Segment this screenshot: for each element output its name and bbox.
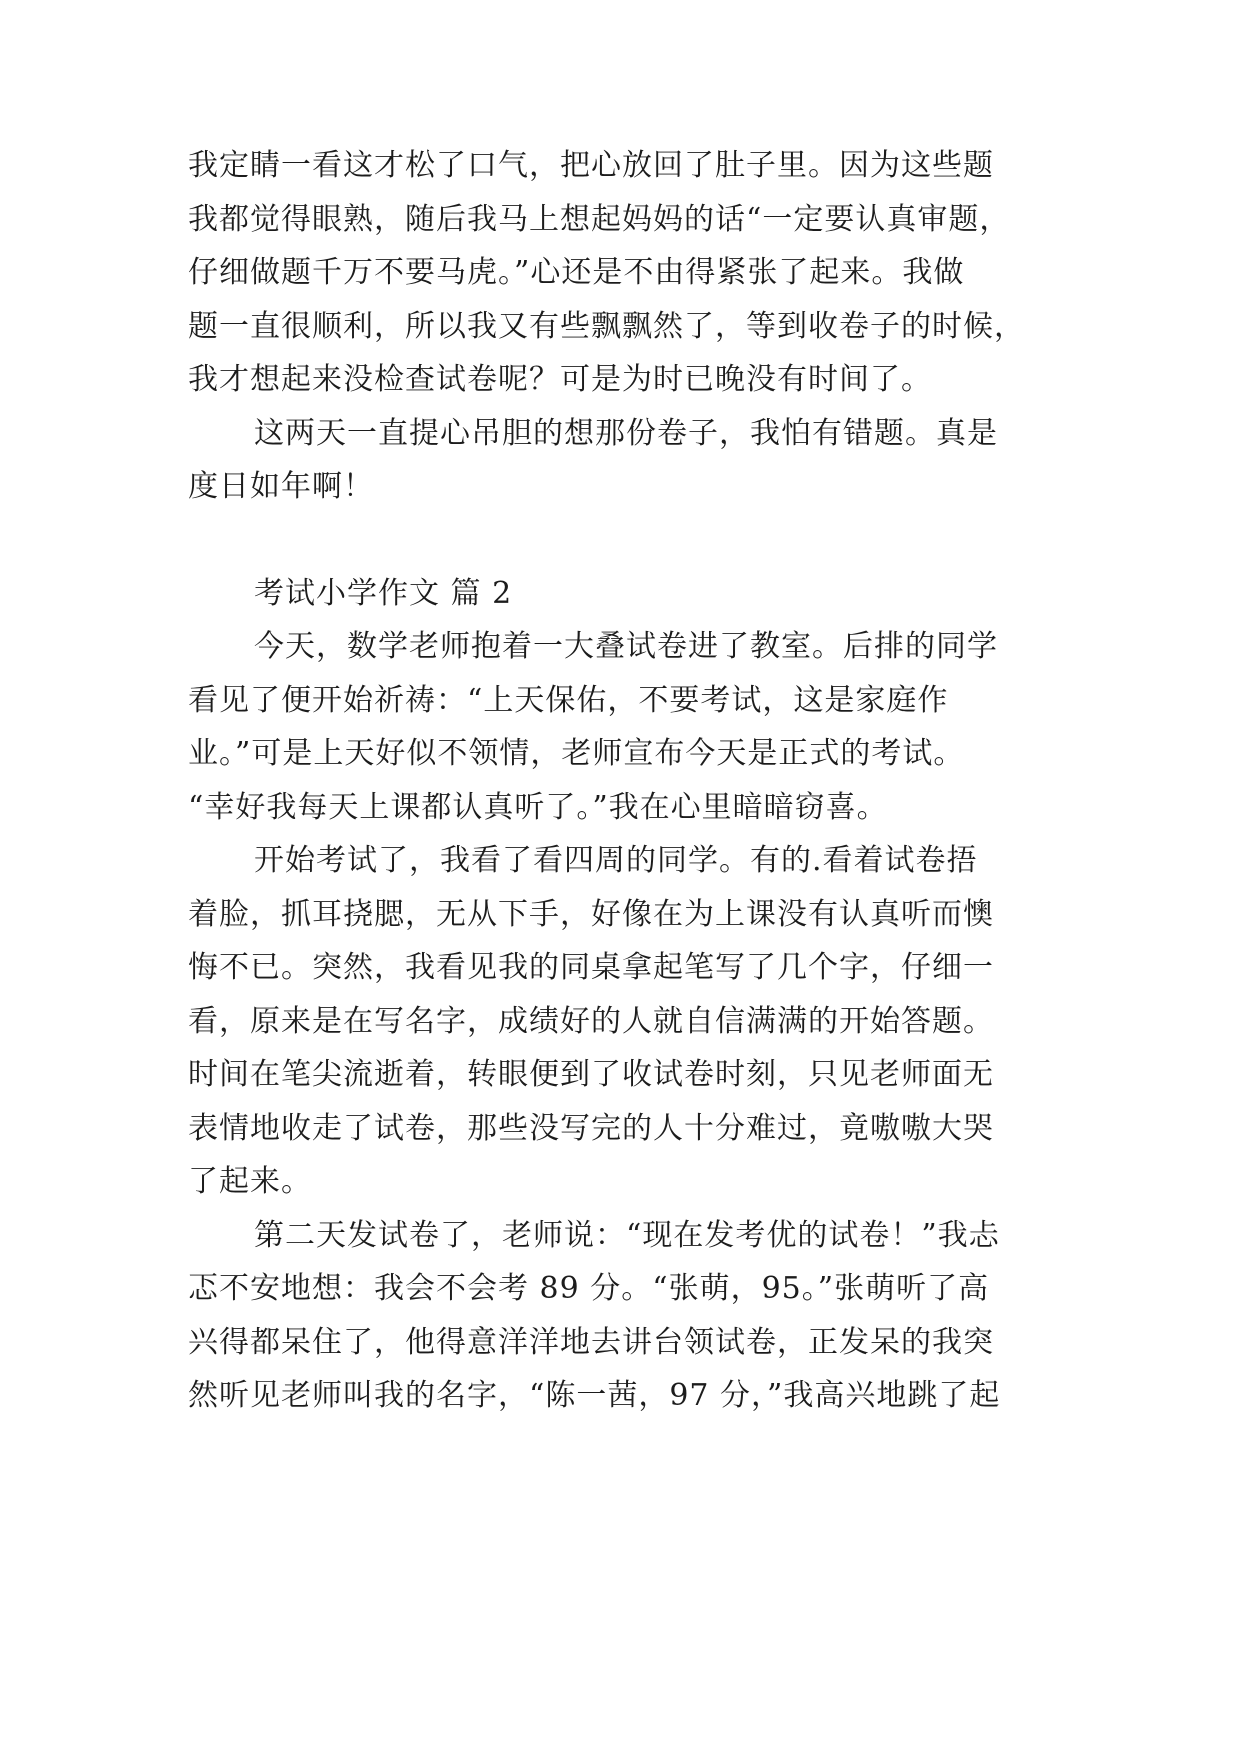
text-line: 看，原来是在写名字，成绩好的人就自信满满的开始答题。 bbox=[188, 1004, 994, 1039]
text-line: 业。”可是上天好似不领情，老师宣布今天是正式的考试。 bbox=[188, 736, 965, 771]
text-line: 第二天发试卷了，老师说：“现在发考优的试卷！”我忐 bbox=[254, 1218, 1000, 1253]
section-heading: 考试小学作文 篇 2 bbox=[254, 576, 513, 611]
text-line: 看见了便开始祈祷：“上天保佑，不要考试，这是家庭作 bbox=[188, 683, 949, 718]
text-line: 度日如年啊！ bbox=[188, 469, 374, 504]
text-line: 开始考试了，我看了看四周的同学。有的.看着试卷捂 bbox=[254, 843, 978, 878]
text-line: 悔不已。突然，我看见我的同桌拿起笔写了几个字，仔细一 bbox=[188, 950, 994, 985]
text-line: 题一直很顺利，所以我又有些飘飘然了，等到收卷子的时候， bbox=[188, 309, 1025, 344]
text-line: 我定睛一看这才松了口气，把心放回了肚子里。因为这些题 bbox=[188, 148, 994, 183]
text-line: 这两天一直提心吊胆的想那份卷子，我怕有错题。真是 bbox=[254, 416, 998, 451]
text-line: 然听见老师叫我的名字，“陈一茜，97 分，”我高兴地跳了起 bbox=[188, 1378, 1001, 1413]
text-line: 今天，数学老师抱着一大叠试卷进了教室。后排的同学 bbox=[254, 629, 998, 664]
text-line: 时间在笔尖流逝着，转眼便到了收试卷时刻，只见老师面无 bbox=[188, 1057, 994, 1092]
text-line: 我才想起来没检查试卷呢？可是为时已晚没有时间了。 bbox=[188, 362, 932, 397]
text-line: 表情地收走了试卷，那些没写完的人十分难过，竟嗷嗷大哭 bbox=[188, 1111, 994, 1146]
text-line: 了起来。 bbox=[188, 1164, 312, 1199]
text-line: 着脸，抓耳挠腮，无从下手，好像在为上课没有认真听而懊 bbox=[188, 897, 994, 932]
text-line: 仔细做题千万不要马虎。”心还是不由得紧张了起来。我做 bbox=[188, 255, 965, 290]
text-line: 我都觉得眼熟，随后我马上想起妈妈的话“一定要认真审题， bbox=[188, 202, 1011, 237]
text-line: “幸好我每天上课都认真听了。”我在心里暗暗窃喜。 bbox=[188, 790, 888, 825]
text-line: 兴得都呆住了，他得意洋洋地去讲台领试卷，正发呆的我突 bbox=[188, 1325, 994, 1360]
text-line: 忑不安地想：我会不会考 89 分。“张萌，95。”张萌听了高 bbox=[188, 1271, 990, 1306]
